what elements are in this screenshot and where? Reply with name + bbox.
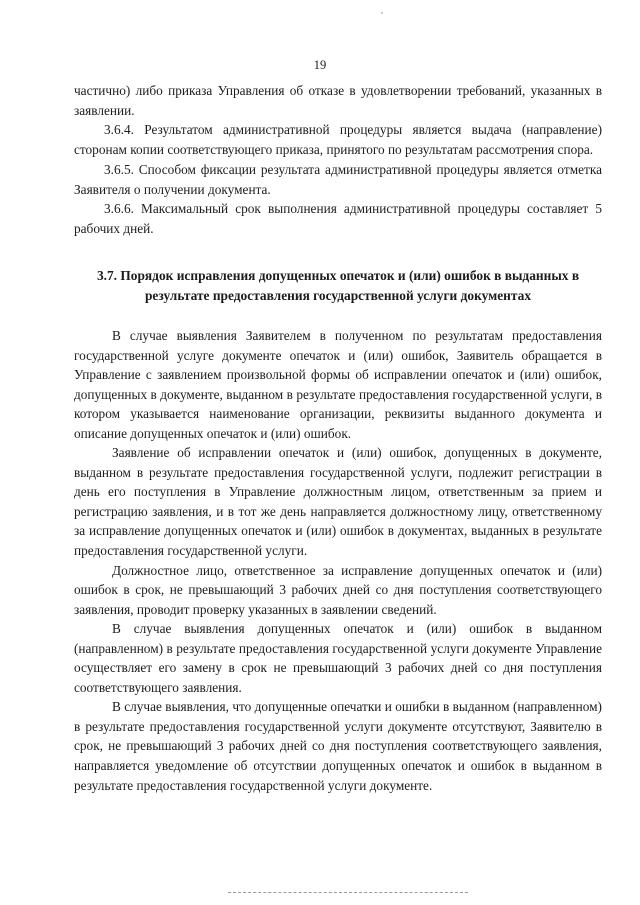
paragraph-3-6-4: 3.6.4. Результатом административной процедуры является выдача (направление) сторонам копии соответствующего приказа, принятого по результатам рассмотрения спора. [74, 122, 602, 158]
section-heading-3-7: 3.7. Порядок исправления допущенных опечаток и (или) ошибок в выданных в результате предоставления государственной услуги документах [96, 268, 580, 303]
footer-rule [228, 892, 468, 893]
paragraph-3-6-5: 3.6.5. Способом фиксации результата административной процедуры является отметка Заявителя о получении документа. [74, 161, 602, 197]
page-number: 19 [313, 58, 327, 72]
section-paragraph: В случае выявления допущенных опечаток и (или) ошибок в выданном (направленном) в результате предоставления государственной услуги документе Управление осуществляет его замену в срок не превышающий 3 рабочих дней со дня поступления соответствующего заявления. [74, 621, 602, 695]
section-paragraph: В случае выявления Заявителем в полученном по результатам предоставления государственной услуге документе опечаток и (или) ошибок, Заявитель обращается в Управление с заявлением произвольной формы об исправлении опечаток и (или) ошибок, допущенных в документе, выданном в результате предоставления государственной услуги, в котором указывается наименование организации, реквизиты выданного документа и описание допущенных опечаток и (или) ошибок. [74, 328, 602, 441]
section-body [74, 326, 602, 795]
paragraph-continuation: частично) либо приказа Управления об отказе в удовлетворении требований, указанных в заявлении. [74, 83, 602, 118]
paragraph-3-6-6: 3.6.6. Максимальный срок выполнения административной процедуры составляет 5 рабочих дней. [74, 201, 602, 236]
section-paragraph: Должностное лицо, ответственное за исправление допущенных опечаток и (или) ошибок в срок, не превышающий 3 рабочих дней со дня поступления соответствующего заявления, проводит проверку указанных в заявлении сведений. [74, 562, 602, 617]
section-paragraph: В случае выявления, что допущенные опечатки и ошибки в выданном (направленном) в результате предоставления государственной услуги документе отсутствуют, Заявителю в срок, не превышающий 3 рабочих дней со дня поступления соответствующего заявления, направляется уведомление об отсутствии допущенных опечаток и ошибок в выданном в результате предоставления государственной услуги документе. [74, 699, 602, 793]
continuation-block [74, 81, 602, 239]
scan-speck [381, 12, 383, 14]
section-paragraph: Заявление об исправлении опечаток и (или) ошибок, допущенных в документе, выданном в результате предоставления государственной услуги, подлежит регистрации в день его поступления в Управление должностным лицом, ответственным за прием и регистрацию заявления, и в тот же день направляется должностному лицу, ответственному за исправление допущенных опечаток и (или) ошибок в документах, выданных в результате предоставления государственной услуги. [74, 445, 602, 559]
